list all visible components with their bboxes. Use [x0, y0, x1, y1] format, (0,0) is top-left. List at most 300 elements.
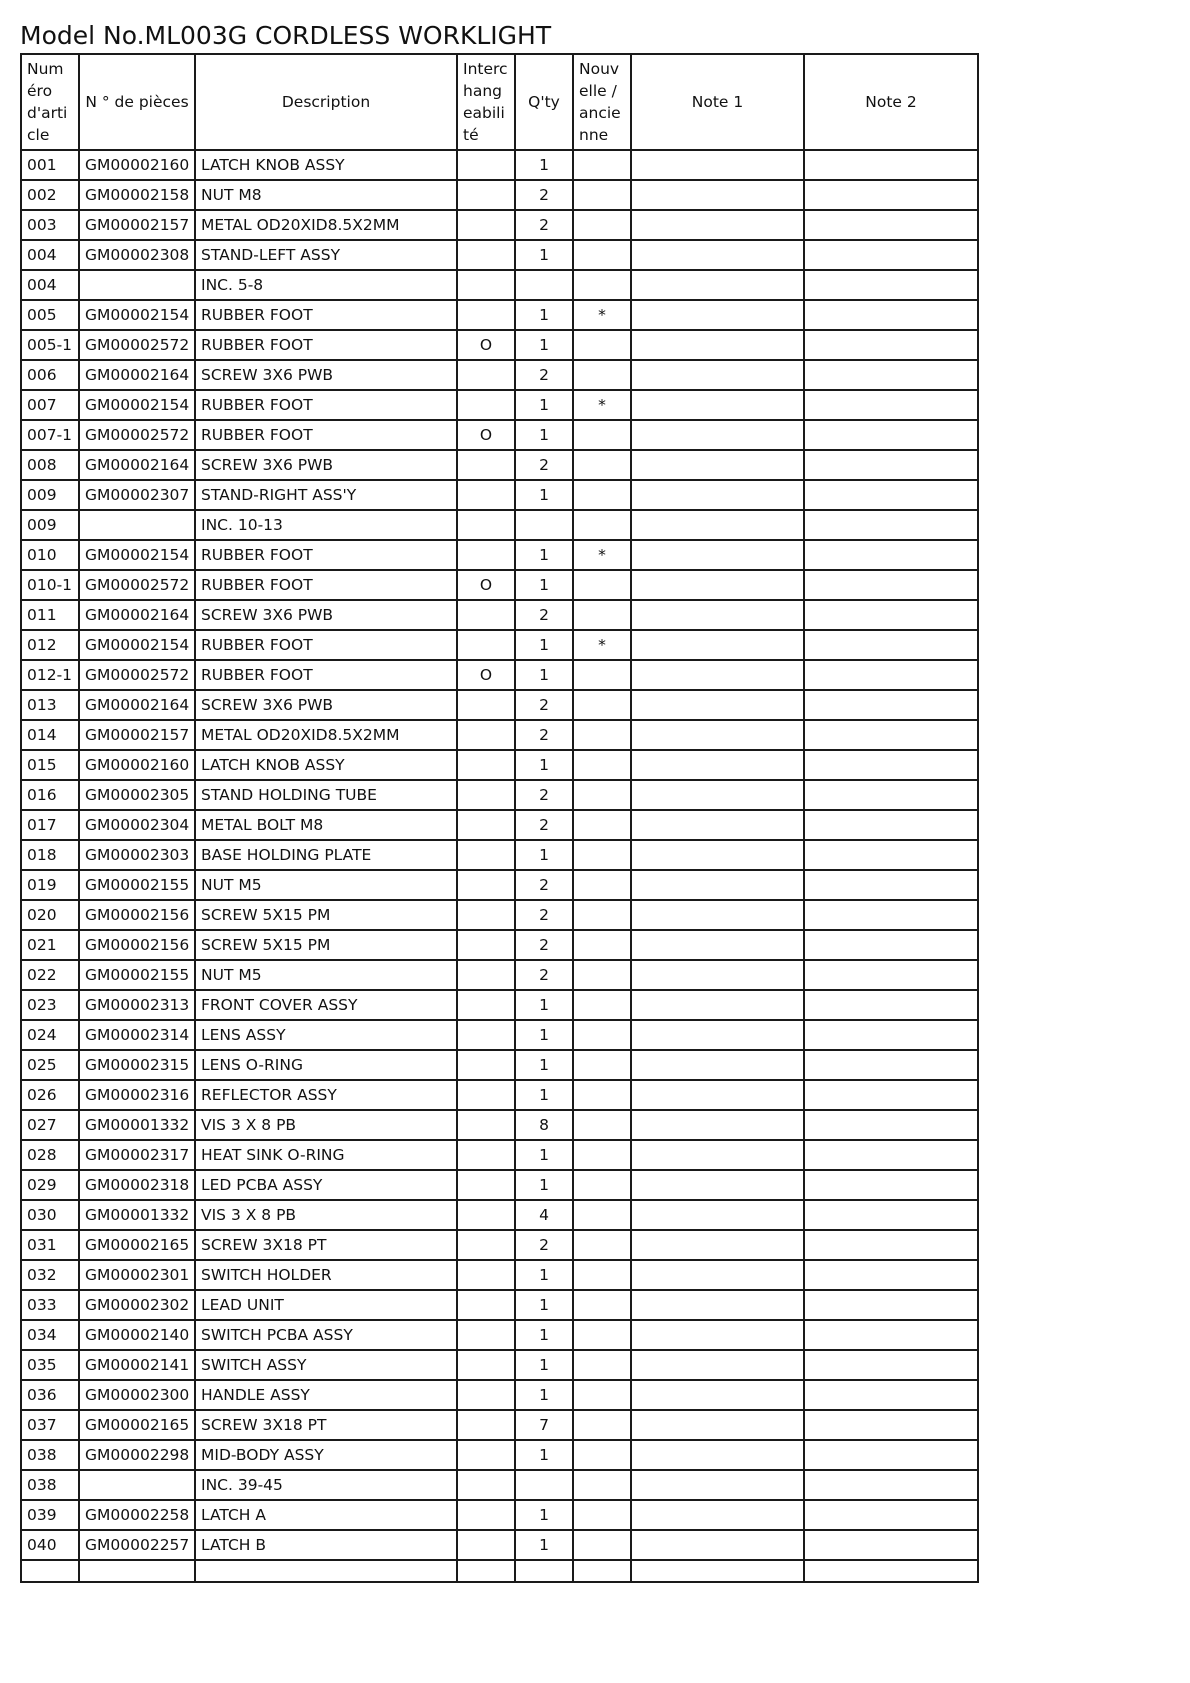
table-row: [21, 300, 978, 330]
table-row: [21, 1350, 978, 1380]
cell-part-no: GM00002303: [79, 840, 195, 870]
table-row: [21, 1020, 978, 1050]
cell-description: RUBBER FOOT: [195, 540, 457, 570]
parts-table: [20, 53, 979, 1583]
cell-part-no: GM00002158: [79, 180, 195, 210]
cell-interchangeability: [457, 990, 515, 1020]
cell-qty: 1: [515, 150, 573, 180]
table-body: [21, 150, 978, 1582]
cell-description: MID-BODY ASSY: [195, 1440, 457, 1470]
cell-new-old: [573, 660, 631, 690]
cell-description: METAL OD20XID8.5X2MM: [195, 210, 457, 240]
header-description: Description: [195, 54, 457, 150]
cell-note2: [804, 390, 978, 420]
cell-note1: [631, 390, 804, 420]
cell-item-no: 018: [21, 840, 79, 870]
cell-note2: [804, 1260, 978, 1290]
cell-new-old: [573, 1380, 631, 1410]
cell-part-no: GM00002157: [79, 210, 195, 240]
cell-note2: [804, 1230, 978, 1260]
cell-part-no: GM00002304: [79, 810, 195, 840]
empty-cell: [79, 1560, 195, 1582]
table-row: [21, 720, 978, 750]
cell-part-no: GM00002572: [79, 420, 195, 450]
cell-interchangeability: [457, 1080, 515, 1110]
cell-description: INC. 10-13: [195, 510, 457, 540]
cell-description: LENS ASSY: [195, 1020, 457, 1050]
table-row: [21, 1200, 978, 1230]
cell-part-no: GM00002154: [79, 540, 195, 570]
cell-new-old: [573, 1320, 631, 1350]
cell-item-no: 010: [21, 540, 79, 570]
table-row: [21, 630, 978, 660]
cell-note1: [631, 660, 804, 690]
cell-item-no: 033: [21, 1290, 79, 1320]
cell-interchangeability: O: [457, 570, 515, 600]
cell-note2: [804, 1470, 978, 1500]
table-header: [21, 54, 978, 150]
cell-qty: 1: [515, 1440, 573, 1470]
cell-note2: [804, 480, 978, 510]
table-row: [21, 180, 978, 210]
cell-interchangeability: [457, 1110, 515, 1140]
cell-note2: [804, 540, 978, 570]
table-row: [21, 330, 978, 360]
cell-part-no: GM00002313: [79, 990, 195, 1020]
cell-qty: 1: [515, 840, 573, 870]
cell-description: SWITCH PCBA ASSY: [195, 1320, 457, 1350]
cell-new-old: [573, 1260, 631, 1290]
cell-new-old: [573, 1050, 631, 1080]
cell-note1: [631, 1410, 804, 1440]
cell-interchangeability: [457, 600, 515, 630]
table-row: [21, 1380, 978, 1410]
cell-new-old: [573, 900, 631, 930]
table-row: [21, 810, 978, 840]
cell-qty: 2: [515, 360, 573, 390]
cell-interchangeability: [457, 1380, 515, 1410]
cell-part-no: GM00002572: [79, 570, 195, 600]
cell-description: LATCH B: [195, 1530, 457, 1560]
cell-qty: 2: [515, 870, 573, 900]
cell-interchangeability: [457, 210, 515, 240]
cell-item-no: 012: [21, 630, 79, 660]
cell-interchangeability: [457, 750, 515, 780]
cell-qty: 2: [515, 600, 573, 630]
cell-item-no: 008: [21, 450, 79, 480]
cell-note2: [804, 450, 978, 480]
cell-qty: 1: [515, 660, 573, 690]
cell-item-no: 007-1: [21, 420, 79, 450]
table-row: [21, 390, 978, 420]
cell-note1: [631, 540, 804, 570]
cell-item-no: 020: [21, 900, 79, 930]
table-row: [21, 900, 978, 930]
cell-part-no: GM00002307: [79, 480, 195, 510]
cell-part-no: GM00002316: [79, 1080, 195, 1110]
table-row: [21, 1470, 978, 1500]
table-row: [21, 480, 978, 510]
cell-note2: [804, 600, 978, 630]
cell-new-old: [573, 750, 631, 780]
cell-note2: [804, 780, 978, 810]
cell-item-no: 009: [21, 510, 79, 540]
cell-new-old: [573, 1410, 631, 1440]
cell-interchangeability: [457, 150, 515, 180]
empty-cell: [631, 1560, 804, 1582]
cell-note1: [631, 1380, 804, 1410]
cell-description: SWITCH ASSY: [195, 1350, 457, 1380]
cell-part-no: GM00002301: [79, 1260, 195, 1290]
table-row: [21, 600, 978, 630]
cell-new-old: [573, 360, 631, 390]
cell-interchangeability: [457, 240, 515, 270]
cell-new-old: [573, 420, 631, 450]
cell-new-old: [573, 1230, 631, 1260]
cell-new-old: [573, 1170, 631, 1200]
cell-new-old: [573, 150, 631, 180]
cell-note1: [631, 570, 804, 600]
cell-new-old: [573, 1290, 631, 1320]
cell-note2: [804, 660, 978, 690]
cell-part-no: GM00002300: [79, 1380, 195, 1410]
cell-note2: [804, 1020, 978, 1050]
cell-interchangeability: [457, 1200, 515, 1230]
cell-interchangeability: [457, 1500, 515, 1530]
cell-note1: [631, 930, 804, 960]
cell-note2: [804, 240, 978, 270]
cell-description: INC. 5-8: [195, 270, 457, 300]
cell-part-no: [79, 1470, 195, 1500]
cell-note2: [804, 1140, 978, 1170]
cell-note1: [631, 300, 804, 330]
cell-new-old: [573, 600, 631, 630]
cell-interchangeability: [457, 930, 515, 960]
cell-note2: [804, 1200, 978, 1230]
table-row: [21, 1530, 978, 1560]
cell-note1: [631, 780, 804, 810]
cell-qty: 1: [515, 1080, 573, 1110]
cell-qty: 1: [515, 1350, 573, 1380]
cell-new-old: [573, 180, 631, 210]
cell-note2: [804, 360, 978, 390]
cell-item-no: 029: [21, 1170, 79, 1200]
cell-item-no: 038: [21, 1470, 79, 1500]
table-row: [21, 1500, 978, 1530]
cell-qty: 1: [515, 630, 573, 660]
cell-part-no: GM00001332: [79, 1110, 195, 1140]
cell-note1: [631, 210, 804, 240]
table-row: [21, 660, 978, 690]
cell-note1: [631, 240, 804, 270]
cell-note1: [631, 420, 804, 450]
cell-new-old: [573, 330, 631, 360]
cell-qty: 1: [515, 1500, 573, 1530]
cell-note1: [631, 1020, 804, 1050]
cell-new-old: [573, 720, 631, 750]
cell-new-old: [573, 210, 631, 240]
cell-note2: [804, 510, 978, 540]
cell-new-old: [573, 1530, 631, 1560]
cell-part-no: GM00002257: [79, 1530, 195, 1560]
cell-part-no: GM00002160: [79, 750, 195, 780]
cell-item-no: 022: [21, 960, 79, 990]
cell-item-no: 025: [21, 1050, 79, 1080]
cell-description: SCREW 5X15 PM: [195, 900, 457, 930]
cell-interchangeability: [457, 780, 515, 810]
cell-qty: 8: [515, 1110, 573, 1140]
table-row: [21, 840, 978, 870]
cell-qty: 2: [515, 900, 573, 930]
cell-qty: 2: [515, 180, 573, 210]
cell-description: NUT M8: [195, 180, 457, 210]
cell-description: STAND-RIGHT ASS'Y: [195, 480, 457, 510]
cell-item-no: 007: [21, 390, 79, 420]
cell-note1: [631, 1050, 804, 1080]
cell-qty: 1: [515, 1020, 573, 1050]
cell-note1: [631, 480, 804, 510]
cell-description: SCREW 3X6 PWB: [195, 450, 457, 480]
table-row: [21, 870, 978, 900]
empty-cell: [195, 1560, 457, 1582]
cell-new-old: [573, 1020, 631, 1050]
cell-part-no: GM00002572: [79, 660, 195, 690]
table-row: [21, 540, 978, 570]
cell-note2: [804, 630, 978, 660]
table-row-continuation: [21, 1560, 978, 1582]
cell-note2: [804, 1080, 978, 1110]
cell-part-no: GM00002258: [79, 1500, 195, 1530]
cell-description: VIS 3 X 8 PB: [195, 1200, 457, 1230]
cell-item-no: 036: [21, 1380, 79, 1410]
cell-interchangeability: [457, 1470, 515, 1500]
table-row: [21, 690, 978, 720]
empty-cell: [457, 1560, 515, 1582]
cell-interchangeability: [457, 1440, 515, 1470]
cell-part-no: GM00001332: [79, 1200, 195, 1230]
table-row: [21, 360, 978, 390]
cell-interchangeability: [457, 1140, 515, 1170]
cell-description: RUBBER FOOT: [195, 300, 457, 330]
cell-note2: [804, 690, 978, 720]
empty-cell: [515, 1560, 573, 1582]
cell-new-old: [573, 1470, 631, 1500]
cell-note2: [804, 1170, 978, 1200]
cell-interchangeability: [457, 1050, 515, 1080]
cell-note2: [804, 1410, 978, 1440]
cell-part-no: GM00002308: [79, 240, 195, 270]
cell-interchangeability: [457, 1290, 515, 1320]
cell-item-no: 015: [21, 750, 79, 780]
cell-part-no: GM00002315: [79, 1050, 195, 1080]
cell-interchangeability: [457, 450, 515, 480]
cell-note2: [804, 330, 978, 360]
table-row: [21, 1080, 978, 1110]
cell-note1: [631, 750, 804, 780]
header-interchangeability: Interchangeabilité: [457, 54, 515, 150]
cell-interchangeability: [457, 810, 515, 840]
cell-qty: 2: [515, 1230, 573, 1260]
cell-item-no: 003: [21, 210, 79, 240]
cell-note1: [631, 1530, 804, 1560]
cell-item-no: 009: [21, 480, 79, 510]
cell-description: REFLECTOR ASSY: [195, 1080, 457, 1110]
cell-note2: [804, 870, 978, 900]
cell-note2: [804, 210, 978, 240]
cell-item-no: 039: [21, 1500, 79, 1530]
cell-note2: [804, 1110, 978, 1140]
cell-item-no: 035: [21, 1350, 79, 1380]
cell-description: INC. 39-45: [195, 1470, 457, 1500]
cell-new-old: [573, 240, 631, 270]
table-row: [21, 450, 978, 480]
table-row: [21, 990, 978, 1020]
cell-qty: 1: [515, 1530, 573, 1560]
cell-item-no: 011: [21, 600, 79, 630]
cell-note1: [631, 450, 804, 480]
cell-new-old: *: [573, 300, 631, 330]
cell-note2: [804, 300, 978, 330]
cell-interchangeability: [457, 1410, 515, 1440]
cell-note2: [804, 1320, 978, 1350]
cell-interchangeability: [457, 510, 515, 540]
cell-qty: 1: [515, 990, 573, 1020]
cell-qty: 1: [515, 1050, 573, 1080]
cell-item-no: 013: [21, 690, 79, 720]
cell-item-no: 004: [21, 240, 79, 270]
cell-note1: [631, 1440, 804, 1470]
cell-item-no: 028: [21, 1140, 79, 1170]
cell-description: LENS O-RING: [195, 1050, 457, 1080]
cell-description: RUBBER FOOT: [195, 570, 457, 600]
cell-interchangeability: [457, 1020, 515, 1050]
cell-item-no: 005: [21, 300, 79, 330]
header-new-old: Nouvelle / ancienne: [573, 54, 631, 150]
cell-note1: [631, 330, 804, 360]
header-note1: Note 1: [631, 54, 804, 150]
cell-note1: [631, 360, 804, 390]
cell-note1: [631, 690, 804, 720]
cell-part-no: GM00002164: [79, 690, 195, 720]
cell-item-no: 024: [21, 1020, 79, 1050]
cell-qty: 1: [515, 330, 573, 360]
cell-note2: [804, 810, 978, 840]
cell-note1: [631, 1470, 804, 1500]
cell-item-no: 006: [21, 360, 79, 390]
cell-interchangeability: [457, 270, 515, 300]
cell-description: SCREW 3X18 PT: [195, 1410, 457, 1440]
cell-note2: [804, 720, 978, 750]
cell-part-no: GM00002164: [79, 450, 195, 480]
cell-part-no: GM00002140: [79, 1320, 195, 1350]
cell-interchangeability: [457, 900, 515, 930]
cell-description: METAL BOLT M8: [195, 810, 457, 840]
cell-interchangeability: [457, 300, 515, 330]
cell-item-no: 023: [21, 990, 79, 1020]
cell-part-no: GM00002160: [79, 150, 195, 180]
cell-qty: 2: [515, 960, 573, 990]
cell-note2: [804, 750, 978, 780]
cell-part-no: GM00002154: [79, 630, 195, 660]
cell-part-no: GM00002572: [79, 330, 195, 360]
cell-interchangeability: [457, 1170, 515, 1200]
table-row: [21, 1230, 978, 1260]
cell-new-old: [573, 990, 631, 1020]
cell-qty: [515, 270, 573, 300]
cell-part-no: GM00002298: [79, 1440, 195, 1470]
cell-note2: [804, 840, 978, 870]
cell-description: BASE HOLDING PLATE: [195, 840, 457, 870]
cell-part-no: GM00002156: [79, 900, 195, 930]
table-row: [21, 1170, 978, 1200]
cell-note1: [631, 960, 804, 990]
cell-new-old: *: [573, 540, 631, 570]
cell-part-no: [79, 270, 195, 300]
page-title: Model No.ML003G CORDLESS WORKLIGHT: [20, 21, 552, 50]
cell-note2: [804, 1500, 978, 1530]
cell-part-no: GM00002165: [79, 1230, 195, 1260]
cell-note1: [631, 870, 804, 900]
cell-note1: [631, 840, 804, 870]
cell-description: FRONT COVER ASSY: [195, 990, 457, 1020]
cell-note1: [631, 1200, 804, 1230]
cell-description: SWITCH HOLDER: [195, 1260, 457, 1290]
cell-note2: [804, 1350, 978, 1380]
cell-new-old: [573, 1500, 631, 1530]
cell-item-no: 017: [21, 810, 79, 840]
cell-qty: 2: [515, 210, 573, 240]
cell-qty: 1: [515, 480, 573, 510]
cell-note2: [804, 570, 978, 600]
cell-note1: [631, 990, 804, 1020]
cell-note2: [804, 990, 978, 1020]
cell-interchangeability: [457, 960, 515, 990]
cell-interchangeability: [457, 1350, 515, 1380]
cell-item-no: 016: [21, 780, 79, 810]
cell-item-no: 021: [21, 930, 79, 960]
cell-new-old: *: [573, 390, 631, 420]
cell-part-no: GM00002317: [79, 1140, 195, 1170]
cell-part-no: GM00002154: [79, 390, 195, 420]
cell-part-no: GM00002156: [79, 930, 195, 960]
cell-new-old: [573, 1440, 631, 1470]
cell-new-old: [573, 1080, 631, 1110]
cell-new-old: [573, 960, 631, 990]
cell-part-no: [79, 510, 195, 540]
cell-qty: 1: [515, 1260, 573, 1290]
table-row: [21, 240, 978, 270]
cell-interchangeability: [457, 180, 515, 210]
cell-part-no: GM00002141: [79, 1350, 195, 1380]
table-row: [21, 780, 978, 810]
cell-qty: 2: [515, 720, 573, 750]
cell-note1: [631, 1260, 804, 1290]
cell-new-old: [573, 1350, 631, 1380]
cell-note2: [804, 1380, 978, 1410]
cell-item-no: 026: [21, 1080, 79, 1110]
cell-new-old: [573, 810, 631, 840]
cell-qty: 1: [515, 1170, 573, 1200]
cell-item-no: 034: [21, 1320, 79, 1350]
cell-new-old: [573, 840, 631, 870]
cell-description: NUT M5: [195, 870, 457, 900]
cell-interchangeability: O: [457, 330, 515, 360]
table-row: [21, 150, 978, 180]
cell-part-no: GM00002302: [79, 1290, 195, 1320]
cell-note1: [631, 1080, 804, 1110]
cell-item-no: 005-1: [21, 330, 79, 360]
cell-description: LED PCBA ASSY: [195, 1170, 457, 1200]
